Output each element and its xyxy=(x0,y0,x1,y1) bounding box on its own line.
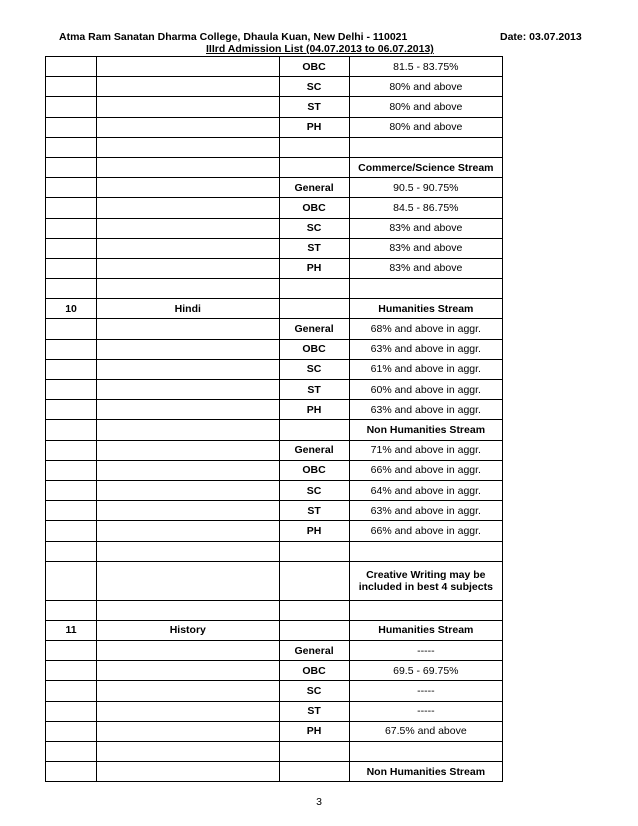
list-subtitle: IIIrd Admission List (04.07.2013 to 06.07.2013) xyxy=(206,43,434,55)
college-header: Atma Ram Sanatan Dharma College, Dhaula Kuan, New Delhi - 110021 xyxy=(59,31,408,43)
table-row xyxy=(46,218,503,238)
course-name-cell xyxy=(97,541,279,561)
table-row xyxy=(46,420,503,440)
serial-number-cell xyxy=(46,501,97,521)
category-cell: SC xyxy=(279,218,349,238)
course-name-cell xyxy=(97,57,279,77)
category-cell: PH xyxy=(279,117,349,137)
category-cell: PH xyxy=(279,521,349,541)
course-name-cell xyxy=(97,319,279,339)
course-name-cell xyxy=(97,480,279,500)
course-name-cell xyxy=(97,420,279,440)
cutoff-criteria-cell: 63% and above in aggr. xyxy=(349,400,502,420)
serial-number-cell: 11 xyxy=(46,620,97,640)
cutoff-criteria-cell: ----- xyxy=(349,701,502,721)
cutoff-criteria-cell: 69.5 - 69.75% xyxy=(349,661,502,681)
course-name-cell xyxy=(97,238,279,258)
cutoff-criteria-cell: 66% and above in aggr. xyxy=(349,460,502,480)
cutoff-criteria-cell: ----- xyxy=(349,681,502,701)
cutoff-criteria-cell: 83% and above xyxy=(349,258,502,278)
cutoff-criteria-cell: 61% and above in aggr. xyxy=(349,359,502,379)
category-cell: PH xyxy=(279,258,349,278)
serial-number-cell xyxy=(46,258,97,278)
category-cell xyxy=(279,561,349,600)
course-name-cell xyxy=(97,137,279,157)
course-name-cell: History xyxy=(97,620,279,640)
category-cell: SC xyxy=(279,77,349,97)
cutoff-criteria-cell: 80% and above xyxy=(349,77,502,97)
cutoff-criteria-cell: 83% and above xyxy=(349,238,502,258)
course-name-cell xyxy=(97,279,279,299)
course-name-cell xyxy=(97,641,279,661)
serial-number-cell xyxy=(46,57,97,77)
category-cell: OBC xyxy=(279,57,349,77)
category-cell: General xyxy=(279,319,349,339)
table-row xyxy=(46,701,503,721)
table-row xyxy=(46,600,503,620)
course-name-cell xyxy=(97,742,279,762)
cutoff-criteria-cell xyxy=(349,279,502,299)
cutoff-criteria-cell: 83% and above xyxy=(349,218,502,238)
course-name-cell xyxy=(97,561,279,600)
category-cell: SC xyxy=(279,480,349,500)
course-name-cell xyxy=(97,521,279,541)
category-cell: OBC xyxy=(279,339,349,359)
cutoff-criteria-cell xyxy=(349,600,502,620)
serial-number-cell xyxy=(46,641,97,661)
cutoff-criteria-cell: Non Humanities Stream xyxy=(349,420,502,440)
category-cell xyxy=(279,620,349,640)
table-row xyxy=(46,238,503,258)
table-row xyxy=(46,661,503,681)
serial-number-cell xyxy=(46,117,97,137)
course-name-cell xyxy=(97,359,279,379)
course-name-cell xyxy=(97,440,279,460)
serial-number-cell xyxy=(46,440,97,460)
serial-number-cell xyxy=(46,460,97,480)
table-row xyxy=(46,198,503,218)
table-row xyxy=(46,178,503,198)
table-row xyxy=(46,460,503,480)
serial-number-cell xyxy=(46,279,97,299)
course-name-cell xyxy=(97,501,279,521)
category-cell xyxy=(279,742,349,762)
cutoff-criteria-cell xyxy=(349,742,502,762)
cutoff-criteria-cell: 67.5% and above xyxy=(349,721,502,741)
table-row xyxy=(46,641,503,661)
category-cell: General xyxy=(279,440,349,460)
serial-number-cell xyxy=(46,380,97,400)
table-row xyxy=(46,117,503,137)
serial-number-cell xyxy=(46,420,97,440)
serial-number-cell xyxy=(46,157,97,177)
table-row xyxy=(46,299,503,319)
serial-number-cell xyxy=(46,319,97,339)
course-name-cell xyxy=(97,117,279,137)
cutoff-criteria-cell: 84.5 - 86.75% xyxy=(349,198,502,218)
cutoff-criteria-cell: 90.5 - 90.75% xyxy=(349,178,502,198)
cutoff-criteria-cell: Humanities Stream xyxy=(349,620,502,640)
table-row xyxy=(46,721,503,741)
cutoff-criteria-cell: 60% and above in aggr. xyxy=(349,380,502,400)
list-date: Date: 03.07.2013 xyxy=(500,31,582,43)
course-name-cell xyxy=(97,701,279,721)
course-name-cell xyxy=(97,721,279,741)
table-row xyxy=(46,742,503,762)
cutoff-criteria-cell: 68% and above in aggr. xyxy=(349,319,502,339)
serial-number-cell xyxy=(46,742,97,762)
cutoff-criteria-cell: 81.5 - 83.75% xyxy=(349,57,502,77)
course-name-cell xyxy=(97,178,279,198)
course-name-cell xyxy=(97,157,279,177)
serial-number-cell xyxy=(46,77,97,97)
cutoff-criteria-cell: ----- xyxy=(349,641,502,661)
category-cell: SC xyxy=(279,681,349,701)
serial-number-cell xyxy=(46,218,97,238)
table-row xyxy=(46,339,503,359)
cutoff-criteria-cell: 80% and above xyxy=(349,117,502,137)
cutoff-criteria-cell: 80% and above xyxy=(349,97,502,117)
table-row xyxy=(46,279,503,299)
table-row xyxy=(46,541,503,561)
serial-number-cell xyxy=(46,339,97,359)
table-row xyxy=(46,137,503,157)
category-cell: SC xyxy=(279,359,349,379)
serial-number-cell xyxy=(46,238,97,258)
cutoff-criteria-cell: 71% and above in aggr. xyxy=(349,440,502,460)
table-row xyxy=(46,77,503,97)
serial-number-cell xyxy=(46,178,97,198)
table-row xyxy=(46,521,503,541)
category-cell: OBC xyxy=(279,198,349,218)
category-cell: PH xyxy=(279,721,349,741)
category-cell xyxy=(279,279,349,299)
category-cell: General xyxy=(279,178,349,198)
serial-number-cell xyxy=(46,661,97,681)
serial-number-cell xyxy=(46,480,97,500)
table-row xyxy=(46,97,503,117)
category-cell xyxy=(279,299,349,319)
category-cell xyxy=(279,157,349,177)
category-cell: ST xyxy=(279,97,349,117)
category-cell: OBC xyxy=(279,661,349,681)
table-row xyxy=(46,319,503,339)
serial-number-cell xyxy=(46,400,97,420)
table-row xyxy=(46,400,503,420)
table-row xyxy=(46,380,503,400)
course-name-cell xyxy=(97,661,279,681)
course-name-cell xyxy=(97,380,279,400)
course-name-cell xyxy=(97,600,279,620)
category-cell xyxy=(279,541,349,561)
table-row xyxy=(46,157,503,177)
course-name-cell xyxy=(97,400,279,420)
serial-number-cell xyxy=(46,359,97,379)
cutoff-criteria-cell: 66% and above in aggr. xyxy=(349,521,502,541)
cutoff-criteria-cell: Humanities Stream xyxy=(349,299,502,319)
course-name-cell xyxy=(97,460,279,480)
serial-number-cell xyxy=(46,97,97,117)
cutoff-criteria-cell xyxy=(349,541,502,561)
course-name-cell xyxy=(97,762,279,782)
table-row xyxy=(46,620,503,640)
category-cell xyxy=(279,137,349,157)
serial-number-cell xyxy=(46,701,97,721)
category-cell xyxy=(279,762,349,782)
page-number: 3 xyxy=(316,796,322,808)
cutoff-criteria-cell: 63% and above in aggr. xyxy=(349,339,502,359)
course-name-cell xyxy=(97,218,279,238)
serial-number-cell xyxy=(46,600,97,620)
table-row xyxy=(46,359,503,379)
category-cell xyxy=(279,600,349,620)
cutoff-criteria-cell: 64% and above in aggr. xyxy=(349,480,502,500)
serial-number-cell xyxy=(46,681,97,701)
category-cell: ST xyxy=(279,501,349,521)
table-row xyxy=(46,440,503,460)
table-row xyxy=(46,501,503,521)
course-name-cell xyxy=(97,97,279,117)
serial-number-cell xyxy=(46,541,97,561)
course-name-cell xyxy=(97,339,279,359)
cutoff-criteria-cell: Non Humanities Stream xyxy=(349,762,502,782)
serial-number-cell: 10 xyxy=(46,299,97,319)
course-name-cell: Hindi xyxy=(97,299,279,319)
cutoff-criteria-cell: 63% and above in aggr. xyxy=(349,501,502,521)
category-cell: General xyxy=(279,641,349,661)
serial-number-cell xyxy=(46,721,97,741)
admission-table xyxy=(45,56,503,782)
category-cell: ST xyxy=(279,701,349,721)
table-row xyxy=(46,561,503,600)
category-cell: ST xyxy=(279,238,349,258)
table-row xyxy=(46,681,503,701)
table-row xyxy=(46,258,503,278)
serial-number-cell xyxy=(46,137,97,157)
cutoff-criteria-cell xyxy=(349,137,502,157)
course-name-cell xyxy=(97,258,279,278)
table-row xyxy=(46,57,503,77)
category-cell: PH xyxy=(279,400,349,420)
category-cell xyxy=(279,420,349,440)
serial-number-cell xyxy=(46,521,97,541)
category-cell: OBC xyxy=(279,460,349,480)
category-cell: ST xyxy=(279,380,349,400)
serial-number-cell xyxy=(46,762,97,782)
cutoff-criteria-cell: Commerce/Science Stream xyxy=(349,157,502,177)
course-name-cell xyxy=(97,198,279,218)
cutoff-criteria-cell: Creative Writing may be included in best 4 subjects xyxy=(349,561,502,600)
table-row xyxy=(46,480,503,500)
course-name-cell xyxy=(97,77,279,97)
course-name-cell xyxy=(97,681,279,701)
serial-number-cell xyxy=(46,561,97,600)
serial-number-cell xyxy=(46,198,97,218)
table-row xyxy=(46,762,503,782)
